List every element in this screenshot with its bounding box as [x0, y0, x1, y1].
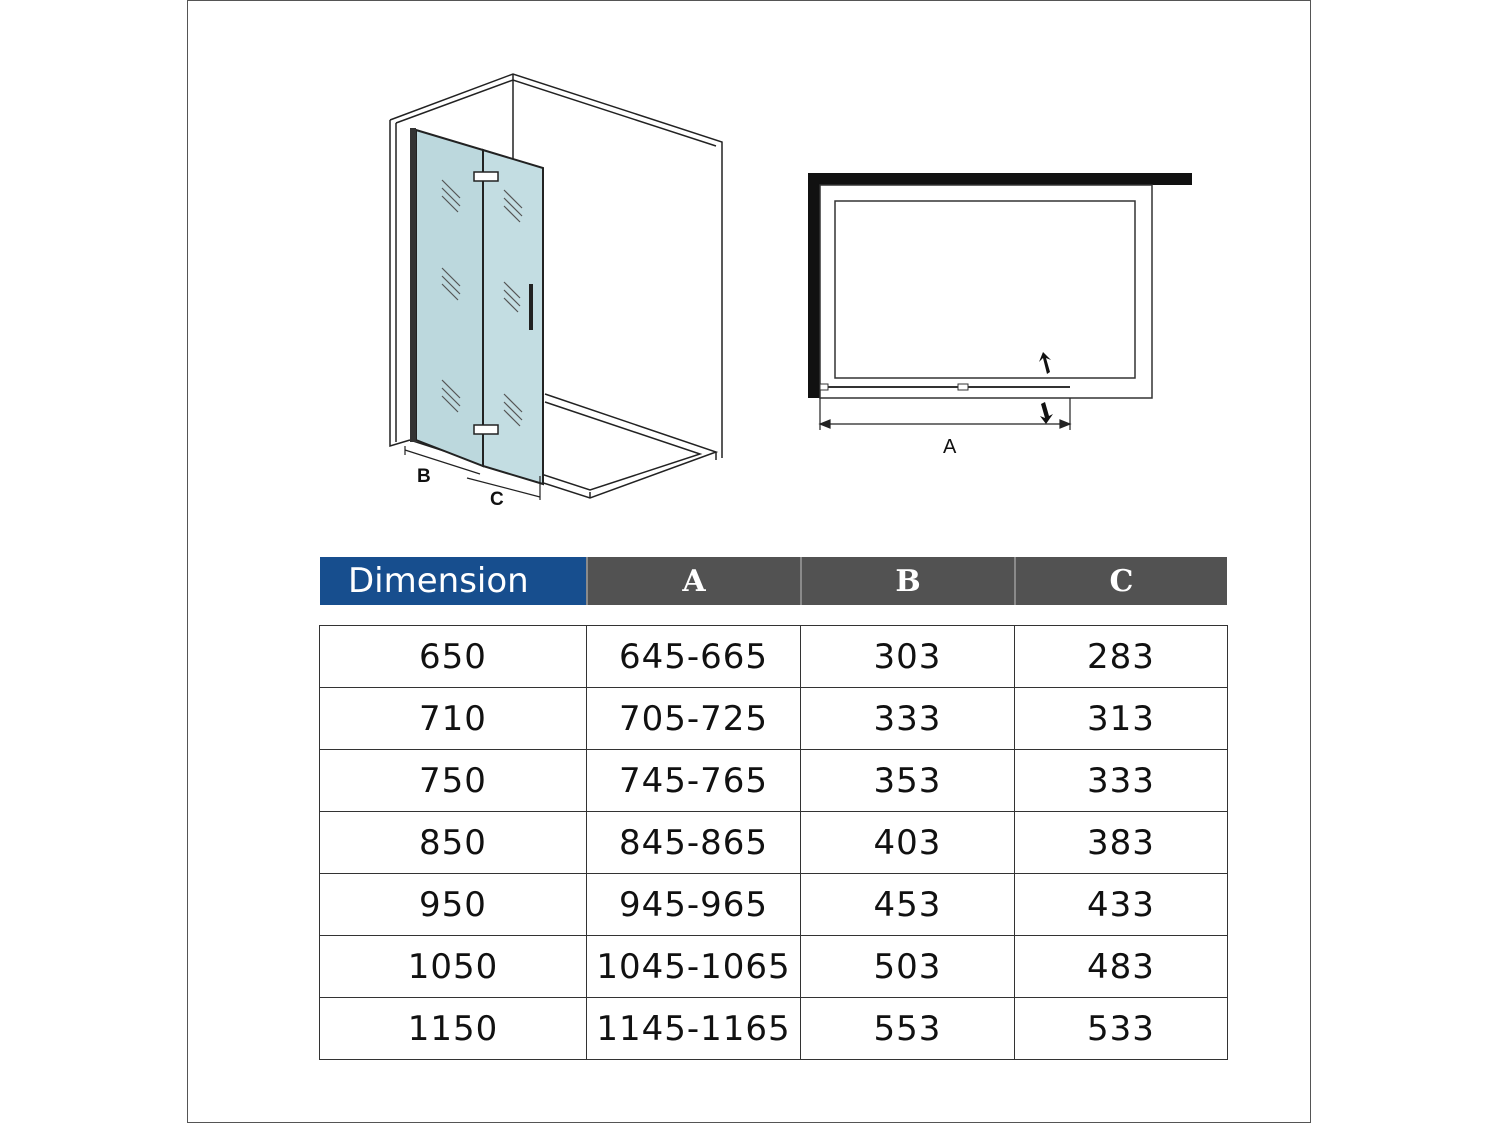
b-cell: 403 — [801, 812, 1015, 874]
header-dimension: Dimension — [320, 557, 586, 605]
a-cell: 745-765 — [587, 750, 801, 812]
header-a: A — [586, 557, 800, 605]
table-row — [320, 874, 1228, 936]
b-cell: 503 — [801, 936, 1015, 998]
header-c: C — [1014, 557, 1227, 605]
c-cell: 283 — [1015, 626, 1228, 688]
label-b: B — [417, 466, 431, 487]
a-cell: 845-865 — [587, 812, 801, 874]
back-wall — [808, 173, 1192, 185]
table-row — [320, 626, 1228, 688]
dimension-cell: 710 — [320, 688, 587, 750]
side-wall — [808, 173, 820, 398]
dimension-cell: 1050 — [320, 936, 587, 998]
glass-panel-b — [416, 130, 483, 466]
b-cell: 353 — [801, 750, 1015, 812]
label-c: C — [490, 489, 504, 510]
dimension-cell: 850 — [320, 812, 587, 874]
a-cell: 945-965 — [587, 874, 801, 936]
dimension-cell: 950 — [320, 874, 587, 936]
hinge-top — [474, 172, 498, 181]
folding-glass-door — [405, 128, 543, 500]
b-cell: 553 — [801, 998, 1015, 1060]
diagram-canvas — [0, 0, 1500, 540]
table-row — [320, 998, 1228, 1060]
tray-inner — [835, 201, 1135, 378]
b-cell: 333 — [801, 688, 1015, 750]
swing-arrow-in — [1039, 352, 1051, 374]
header-b: B — [800, 557, 1014, 605]
dimension-line-a — [820, 398, 1070, 430]
dimension-cell: 1150 — [320, 998, 587, 1060]
wall-profile — [410, 128, 416, 442]
label-a: A — [943, 436, 957, 458]
tray-outline — [820, 185, 1152, 398]
dimension-table — [319, 625, 1228, 1060]
a-cell: 1045-1065 — [587, 936, 801, 998]
table-row — [320, 688, 1228, 750]
table-row — [320, 936, 1228, 998]
a-cell: 1145-1165 — [587, 998, 801, 1060]
table-row — [320, 812, 1228, 874]
b-cell: 303 — [801, 626, 1015, 688]
swing-arrow-out — [1040, 402, 1053, 424]
hinge-bottom — [474, 425, 498, 434]
table-row — [320, 750, 1228, 812]
a-cell: 705-725 — [587, 688, 801, 750]
c-cell: 533 — [1015, 998, 1228, 1060]
c-cell: 483 — [1015, 936, 1228, 998]
shower-plan-view — [808, 173, 1192, 430]
c-cell: 313 — [1015, 688, 1228, 750]
c-cell: 433 — [1015, 874, 1228, 936]
b-cell: 453 — [801, 874, 1015, 936]
dimension-cell: 750 — [320, 750, 587, 812]
c-cell: 333 — [1015, 750, 1228, 812]
a-cell: 645-665 — [587, 626, 801, 688]
dimension-cell: 650 — [320, 626, 587, 688]
c-cell: 383 — [1015, 812, 1228, 874]
